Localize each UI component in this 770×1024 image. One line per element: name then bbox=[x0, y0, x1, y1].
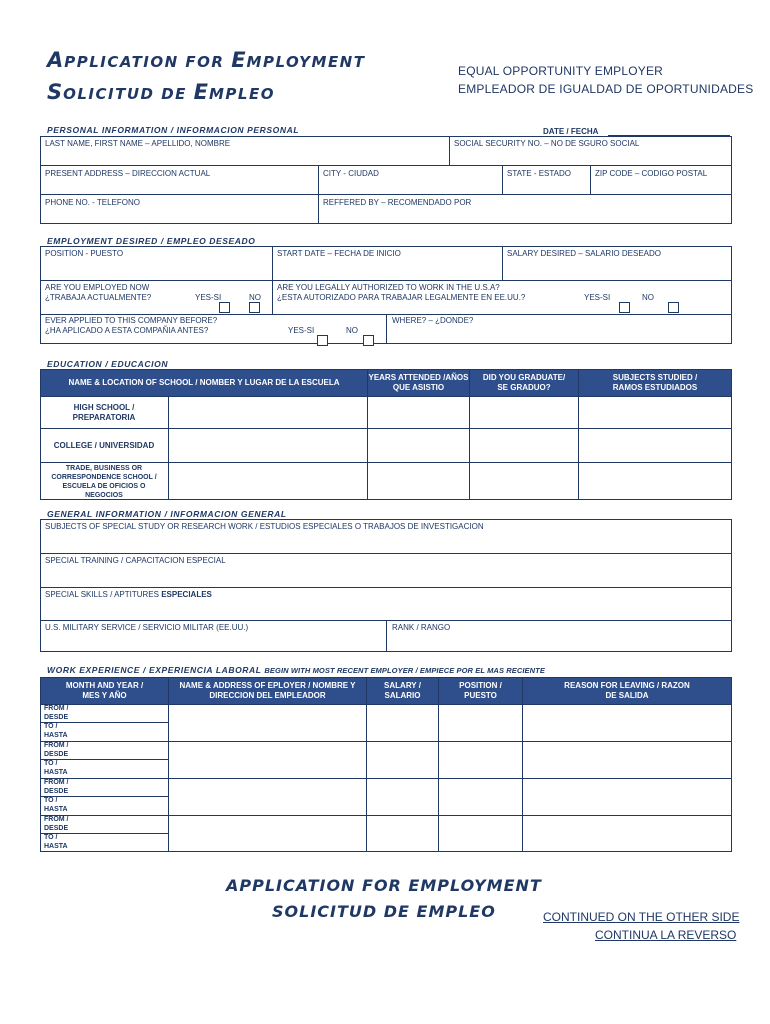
special-skills-field[interactable] bbox=[45, 590, 212, 600]
city-field[interactable]: CITY - CIUDAD bbox=[323, 169, 379, 178]
rank-field[interactable]: RANK / RANGO bbox=[392, 623, 451, 632]
work-header-month: MONTH AND YEAR / MES Y AÑO bbox=[41, 678, 168, 704]
work-to-2: TO / HASTA bbox=[44, 760, 68, 776]
title-text: PPLICATION FOR bbox=[64, 53, 232, 71]
start-date-field[interactable]: START DATE – FECHA DE INICIO bbox=[277, 249, 401, 258]
work-from-4: FROM / DESDE bbox=[44, 816, 69, 832]
work-header-position: POSITION / PUESTO bbox=[439, 678, 522, 704]
employed-question-en: ARE YOU EMPLOYED NOW bbox=[45, 283, 150, 292]
footer-title-spanish: SOLICITUD DE EMPLEO bbox=[272, 902, 496, 921]
education-header-subjects: SUBJECTS STUDIED / RAMOS ESTUDIADOS bbox=[579, 370, 731, 396]
position-field[interactable]: POSITION - PUESTO bbox=[45, 249, 124, 258]
work-to-4: TO / HASTA bbox=[44, 834, 68, 850]
applied-yes-checkbox[interactable] bbox=[317, 335, 328, 346]
title-initial: E bbox=[193, 80, 209, 104]
work-header-employer: NAME & ADDRESS OF EPLOYER / NOMBRE Y DIRECCION DEL EMPLEADOR bbox=[169, 678, 366, 704]
authorized-no-checkbox[interactable] bbox=[668, 302, 679, 313]
authorized-no-label: NO bbox=[642, 293, 654, 302]
work-to-3: TO / HASTA bbox=[44, 797, 68, 813]
military-service-field[interactable]: U.S. MILITARY SERVICE / SERVICIO MILITAR (EE.UU.) bbox=[45, 623, 249, 632]
continued-spanish: CONTINUA LA REVERSO bbox=[595, 928, 737, 942]
education-header-years: YEARS ATTENDED /AÑOS QUE ASISTIO bbox=[368, 370, 469, 396]
title-initial: A bbox=[47, 48, 65, 72]
authorized-yes-label: YES-SI bbox=[584, 293, 611, 302]
eeo-english: EQUAL OPPORTUNITY EMPLOYER bbox=[458, 64, 664, 78]
footer-title-english: APPLICATION FOR EMPLOYMENT bbox=[226, 876, 542, 895]
education-header-school: NAME & LOCATION OF SCHOOL / NOMBER Y LUGAR DE LA ESCUELA bbox=[41, 370, 367, 396]
employed-no-label: NO bbox=[249, 293, 261, 302]
applied-question-en: EVER APPLIED TO THIS COMPANY BEFORE? bbox=[45, 316, 218, 325]
eeo-spanish: EMPLEADOR DE IGUALDAD DE OPORTUNIDADES bbox=[458, 82, 754, 96]
zip-field[interactable]: ZIP CODE – CODIGO POSTAL bbox=[595, 169, 708, 178]
page-title-spanish bbox=[47, 80, 275, 104]
work-header-reason: REASON FOR LEAVING / RAZON DE SALIDA bbox=[523, 678, 731, 704]
address-field[interactable]: PRESENT ADDRESS – DIRECCION ACTUAL bbox=[45, 169, 211, 178]
employed-yes-checkbox[interactable] bbox=[219, 302, 230, 313]
salary-desired-field[interactable]: SALARY DESIRED – SALARIO DESEADO bbox=[507, 249, 661, 258]
ssn-field[interactable]: SOCIAL SECURITY NO. – NO DE SGURO SOCIAL bbox=[454, 139, 640, 148]
education-row-trade: TRADE, BUSINESS OR CORRESPONDENCE SCHOOL / ESCUELA DE OFICIOS O NEGOCIOS bbox=[51, 465, 157, 499]
employed-no-checkbox[interactable] bbox=[249, 302, 260, 313]
authorized-yes-checkbox[interactable] bbox=[619, 302, 630, 313]
page-title-english bbox=[47, 48, 365, 72]
title-text: MPLEO bbox=[208, 85, 275, 103]
work-section-note: BEGIN WITH MOST RECENT EMPLOYER / EMPIECE POR EL MAS RECIENTE bbox=[264, 666, 545, 675]
special-skills-label: SPECIAL SKILLS / APTITURES bbox=[45, 590, 162, 599]
phone-field[interactable]: PHONE NO. - TELEFONO bbox=[45, 198, 140, 207]
continued-english: CONTINUED ON THE OTHER SIDE bbox=[543, 910, 740, 924]
title-initial: S bbox=[47, 80, 64, 104]
applied-no-checkbox[interactable] bbox=[363, 335, 374, 346]
employed-yes-label: YES-SI bbox=[195, 293, 222, 302]
education-header-graduate: DID YOU GRADUATE/ SE GRADUO? bbox=[470, 370, 578, 396]
authorized-question-es: ¿ESTA AUTORIZADO PARA TRABAJAR LEGALMENTE EN EE.UU.? bbox=[277, 293, 526, 302]
section-title-work bbox=[47, 665, 545, 675]
where-field[interactable]: WHERE? – ¿DONDE? bbox=[392, 316, 474, 325]
applied-question-es: ¿HA APLICADO A ESTA COMPAÑIA ANTES? bbox=[45, 326, 209, 335]
work-header-salary: SALARY / SALARIO bbox=[367, 678, 438, 704]
last-name-field[interactable]: LAST NAME, FIRST NAME – APELLIDO, NOMBRE bbox=[45, 139, 231, 148]
work-section-title: WORK EXPERIENCE / EXPERIENCIA LABORAL bbox=[47, 665, 262, 675]
section-title-education: EDUCATION / EDUCACION bbox=[47, 359, 169, 369]
work-from-2: FROM / DESDE bbox=[44, 742, 69, 758]
applied-no-label: NO bbox=[346, 326, 358, 335]
title-text: MPLOYMENT bbox=[246, 53, 366, 71]
title-initial: E bbox=[231, 48, 247, 72]
education-row-high-school: HIGH SCHOOL / PREPARATORIA bbox=[72, 403, 136, 422]
personal-info-box bbox=[40, 136, 732, 224]
work-from-1: FROM / DESDE bbox=[44, 705, 69, 721]
date-label: DATE / FECHA bbox=[543, 127, 599, 136]
work-to-1: TO / HASTA bbox=[44, 723, 68, 739]
section-title-personal: PERSONAL INFORMATION / INFORMACION PERSONAL bbox=[47, 125, 300, 135]
title-text: OLICITUD DE bbox=[63, 85, 194, 103]
education-row-college: COLLEGE / UNIVERSIDAD bbox=[53, 441, 155, 450]
state-field[interactable]: STATE - ESTADO bbox=[507, 169, 572, 178]
authorized-question-en: ARE YOU LEGALLY AUTHORIZED TO WORK IN THE U.S.A? bbox=[277, 283, 500, 292]
section-title-general: GENERAL INFORMATION / INFORMACION GENERAL bbox=[47, 509, 287, 519]
special-training-field[interactable]: SPECIAL TRAINING / CAPACITACION ESPECIAL bbox=[45, 556, 226, 565]
special-skills-label-bold: ESPECIALES bbox=[161, 590, 212, 599]
applied-yes-label: YES-SI bbox=[288, 326, 315, 335]
section-title-employment: EMPLOYMENT DESIRED / EMPLEO DESEADO bbox=[47, 236, 256, 246]
employed-question-es: ¿TRABAJA ACTUALMENTE? bbox=[45, 293, 152, 302]
work-from-3: FROM / DESDE bbox=[44, 779, 69, 795]
special-study-field[interactable]: SUBJECTS OF SPECIAL STUDY OR RESEARCH WORK / ESTUDIOS ESPECIALES O TRABAJOS DE INVESTIGACION bbox=[45, 522, 484, 531]
referred-field[interactable]: REFFERED BY – RECOMENDADO POR bbox=[323, 198, 472, 207]
